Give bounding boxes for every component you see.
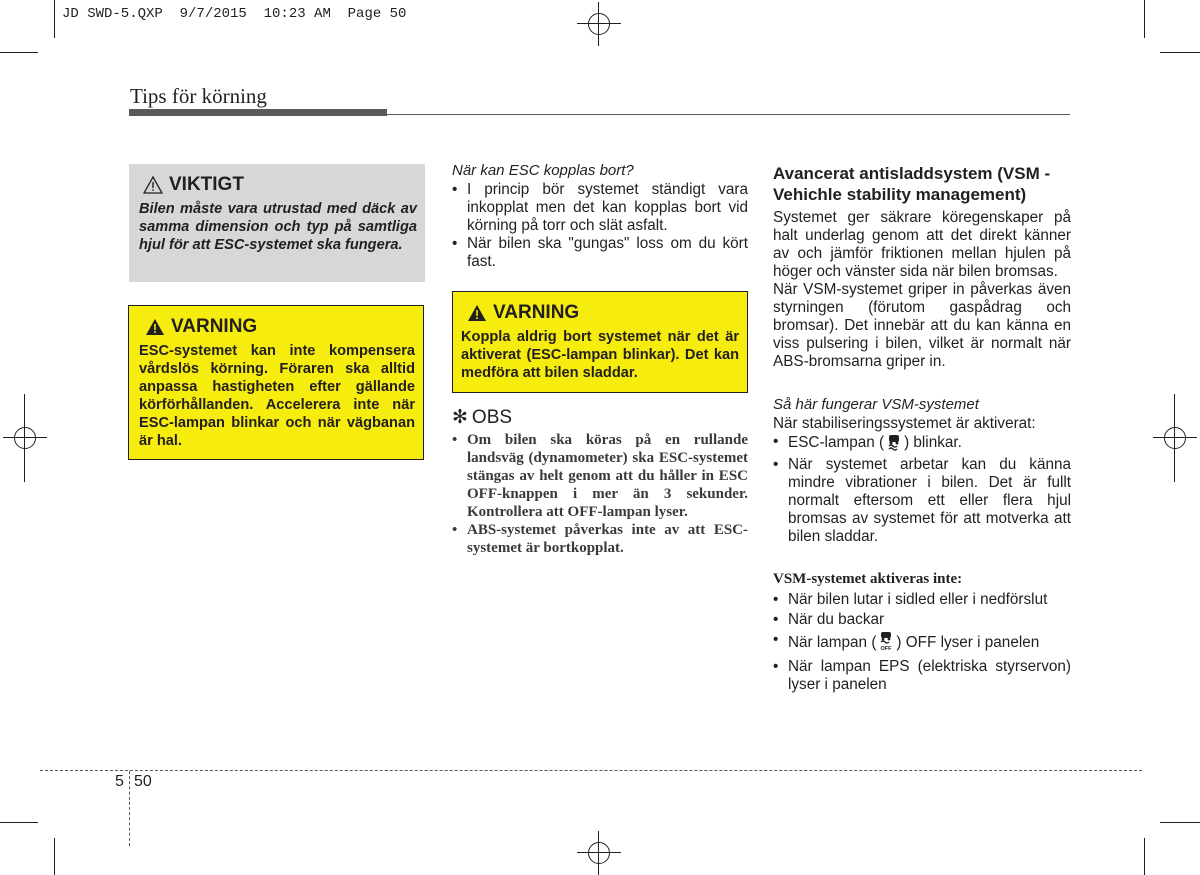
list-item: • När du backar: [773, 611, 1071, 629]
vsm-section: [773, 163, 1071, 694]
vsm-intro: När stabiliseringssystemet är aktiverat:: [773, 415, 1036, 432]
list-item: • När lampan EPS (elektriska styrservon) lyser i panelen: [773, 658, 1071, 694]
warning-icon: [467, 304, 487, 322]
obs-heading: [452, 406, 748, 429]
crop-mark: [1144, 0, 1145, 38]
crop-mark: [24, 394, 25, 416]
crop-mark: [1160, 822, 1200, 823]
viktigt-box: [129, 164, 425, 282]
list-item: • ABS-systemet påverkas inte av att ESC-systemet är bortkopplat.: [452, 521, 748, 557]
vsm-heading: Avancerat antisladdsystem (VSM - Vehichle stability management): [773, 164, 1051, 204]
crop-mark: [1174, 460, 1175, 482]
bullet-text: När lampan (: [788, 634, 877, 651]
list-item: • Om bilen ska köras på en rullande landsväg (dynamometer) ska ESC-systemet stängas av helt genom att du håller in ESC OFF-knappen i mer än 3 sekunder. Kontrollera att OFF-lampan lyser.: [452, 431, 748, 521]
vsm-how-subheading: Så här fungerar VSM-systemet: [773, 396, 979, 413]
varning-body: Koppla aldrig bort systemet när det är aktiverat (ESC-lampan blinkar). Det kan medföra att bilen sladdar.: [461, 329, 739, 381]
caution-icon: [143, 176, 163, 194]
varning-title: VARNING: [493, 302, 580, 323]
page-title: Tips för körning: [130, 84, 267, 108]
chapter-number: 5: [115, 773, 124, 790]
viktigt-heading: [139, 174, 417, 196]
viktigt-title: VIKTIGT: [169, 174, 244, 195]
registration-mark: [577, 2, 621, 46]
footer-rule: [40, 770, 1142, 771]
crop-mark: [54, 838, 55, 875]
asterisk-icon: ✻: [452, 407, 468, 428]
obs-title: OBS: [471, 406, 513, 428]
list-item: [773, 433, 1071, 456]
list-item: • I princip bör systemet ständigt vara inkopplat men det kan kopplas bort vid körning på torr och slät asfalt.: [452, 181, 748, 235]
varning-box-middle: [452, 291, 748, 393]
crop-mark: [0, 822, 38, 823]
varning-box-left: [128, 305, 424, 460]
svg-text:OFF: OFF: [880, 646, 892, 651]
esc-disable-subheading: När kan ESC kopplas bort?: [452, 162, 634, 179]
crop-mark: [1144, 838, 1145, 875]
list-item: [773, 631, 1071, 656]
varning-body: ESC-systemet kan inte kompensera vårdslös körning. Föraren ska alltid anpassa hastigheten efter gällande körförhållanden. Accelerera inte när ESC-lampan blinkar och när vägbanan är hal.: [139, 343, 415, 449]
crop-mark: [1160, 52, 1200, 53]
page-number: 50: [134, 773, 152, 790]
vsm-paragraph: Systemet ger säkrare köregenskaper på halt underlag genom att det direkt känner av och jämför friktionen mellan hjulen på höger och vänster sida när bilen bromsas.: [773, 209, 1071, 280]
esc-skid-icon: [886, 433, 902, 456]
header-rule: [387, 114, 1070, 115]
viktigt-body: Bilen måste vara utrustad med däck av samma dimension och typ på samtliga hjul för att ESC-systemet ska fungera.: [139, 201, 417, 253]
header-rule: [129, 109, 387, 116]
list-item: • När systemet arbetar kan du känna mindre vibrationer i bilen. Det är fullt normalt eftersom ett eller flera hjul bromsas av systemet för att motverka att bilen sladdar.: [773, 456, 1071, 546]
registration-mark: [577, 831, 621, 875]
varning-heading: [139, 316, 415, 338]
crop-mark: [24, 460, 25, 482]
vsm-paragraph: När VSM-systemet griper in påverkas även styrningen (förutom gaspådrag och bromsar). Det innebär att du kan känna en viss pulsering i bilen, vilket är normalt när ABS-bromsarna griper in.: [773, 281, 1071, 370]
registration-mark: [3, 416, 47, 460]
obs-section: [452, 406, 748, 557]
esc-off-icon: [878, 631, 894, 656]
bullet-text: ) blinkar.: [904, 434, 962, 451]
varning-heading: [461, 302, 739, 324]
list-item: • När bilen ska "gungas" loss om du kört fast.: [452, 235, 748, 271]
registration-mark: [1153, 416, 1197, 460]
bullet-text: ) OFF lyser i panelen: [896, 634, 1040, 651]
crop-mark: [54, 0, 55, 38]
list-item: • När bilen lutar i sidled eller i nedförslut: [773, 591, 1071, 609]
varning-title: VARNING: [171, 316, 258, 337]
warning-icon: [145, 318, 165, 336]
bullet-text: ESC-lampan (: [788, 434, 885, 451]
print-slug: JD SWD-5.QXP 9/7/2015 10:23 AM Page 50: [62, 6, 407, 22]
vsm-not-active-heading: VSM-systemet aktiveras inte:: [773, 571, 963, 587]
crop-mark: [1174, 394, 1175, 416]
crop-mark: [0, 52, 38, 53]
footer-divider: [129, 771, 130, 846]
esc-disable-section: [452, 162, 748, 271]
